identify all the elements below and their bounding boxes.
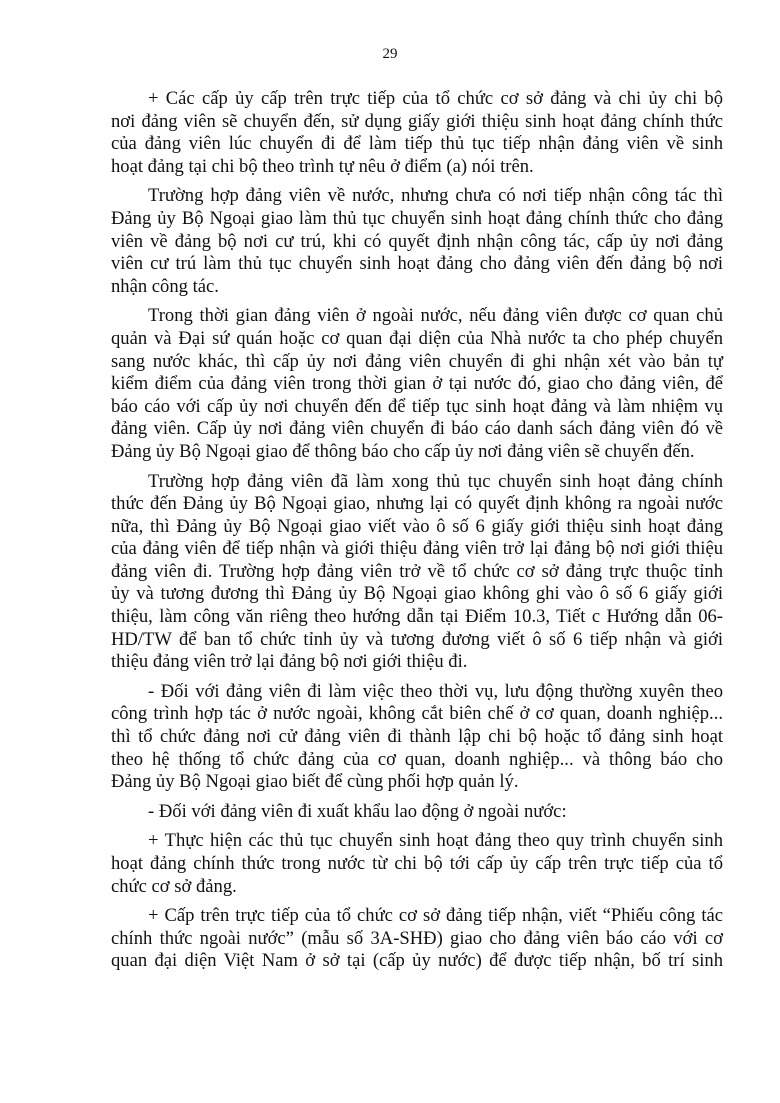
paragraph (111, 801, 723, 824)
text-line: Đảng ủy Bộ Ngoại giao làm thủ tục chuyển sinh hoạt đảng chính thức cho đảng (111, 207, 723, 229)
text-line: - Đối với đảng viên đi xuất khẩu lao động ở ngoài nước: (148, 800, 567, 822)
text-line: - Đối với đảng viên đi làm việc theo thời vụ, lưu động thường xuyên theo (148, 680, 723, 702)
text-line: quản và Đại sứ quán hoặc cơ quan đại diện của Nhà nước ta cho phép chuyển (111, 327, 723, 349)
text-line: quan đại diện Việt Nam ở sở tại (cấp ủy nước) để được tiếp nhận, bố trí sinh (111, 950, 723, 972)
text-line: sang nước khác, thì cấp ủy nơi đảng viên chuyển đi ghi nhận xét vào bản tự (111, 350, 723, 372)
text-line: + Cấp trên trực tiếp của tổ chức cơ sở đảng tiếp nhận, viết “Phiếu công tác (148, 905, 723, 927)
text-line: kiểm điểm của đảng viên trong thời gian ở tại nước đó, giao cho đảng viên, để (111, 373, 723, 395)
text-line: nữa, thì Đảng ủy Bộ Ngoại giao viết vào ô số 6 giấy giới thiệu sinh hoạt đảng (111, 515, 723, 537)
text-line: của đảng viên để tiếp nhận và giới thiệu đảng viên trở lại đảng bộ nơi giới thiệu (111, 538, 723, 560)
text-line: + Các cấp ủy cấp trên trực tiếp của tổ chức cơ sở đảng và chi ủy chi bộ (148, 88, 723, 109)
text-line: viên về đảng bộ nơi cư trú, khi có quyết định nhận công tác, cấp ủy nơi đảng (111, 230, 723, 252)
text-line: nơi đảng viên sẽ chuyển đến, sử dụng giấy giới thiệu sinh hoạt đảng chính thức (111, 110, 723, 132)
text-line: ủy và tương đương thì Đảng ủy Bộ Ngoại giao không ghi vào ô số 6 giấy giới (111, 583, 723, 605)
text-line: Đảng ủy Bộ Ngoại giao để thông báo cho cấp ủy nơi đảng viên sẽ chuyển đến. (111, 440, 695, 462)
text-line: chính thức ngoài nước” (mẫu số 3A-SHĐ) giao cho đảng viên báo cáo với cơ (111, 927, 723, 949)
text-line: HD/TW để ban tổ chức tỉnh ủy và tương đương viết ô số 6 tiếp nhận và giới (111, 628, 723, 650)
text-line: thiệu đảng viên trở lại đảng bộ nơi giới thiệu đi. (111, 651, 468, 673)
text-line: theo hệ thống tổ chức đảng của cơ quan, doanh nghiệp... và thông báo cho (111, 748, 723, 770)
document-body (111, 88, 723, 980)
paragraph (111, 830, 723, 898)
page-number: 29 (382, 46, 398, 62)
text-line: thức đến Đảng ủy Bộ Ngoại giao, nhưng lại có quyết định không ra ngoài nước (111, 493, 723, 515)
text-line: viên cư trú làm thủ tục chuyển sinh hoạt đảng cho đảng viên đến đảng bộ nơi (111, 253, 723, 275)
paragraph (111, 905, 723, 973)
text-line: hoạt đảng tại chi bộ theo trình tự nêu ở điểm (a) nói trên. (111, 155, 534, 177)
paragraph (111, 471, 723, 674)
paragraph (111, 185, 723, 298)
text-line: đảng viên đi. Trường hợp đảng viên trở về tổ chức cơ sở đảng trực thuộc tỉnh (111, 560, 723, 582)
text-line: báo cáo với cấp ủy nơi chuyển đến để tiếp tục sinh hoạt đảng và làm nhiệm vụ (111, 395, 723, 417)
paragraph (111, 681, 723, 794)
text-line: nhận công tác. (111, 275, 219, 297)
text-line: + Thực hiện các thủ tục chuyển sinh hoạt đảng theo quy trình chuyển sinh (148, 830, 723, 852)
text-line: đảng viên. Cấp ủy nơi đảng viên chuyển đi báo cáo danh sách đảng viên đó về (111, 418, 723, 440)
text-line: của đảng viên lúc chuyển đi để làm tiếp thủ tục tiếp nhận đảng viên về sinh (111, 133, 723, 155)
paragraph (111, 305, 723, 463)
text-line: Trường hợp đảng viên về nước, nhưng chưa có nơi tiếp nhận công tác thì (148, 185, 723, 207)
text-line: chức cơ sở đảng. (111, 875, 237, 897)
paragraph (111, 88, 723, 178)
text-line: Trong thời gian đảng viên ở ngoài nước, nếu đảng viên được cơ quan chủ (148, 305, 723, 327)
text-line: Trường hợp đảng viên đã làm xong thủ tục chuyển sinh hoạt đảng chính (148, 470, 723, 492)
text-line: Đảng ủy Bộ Ngoại giao biết để cùng phối hợp quản lý. (111, 771, 519, 793)
text-line: công trình hợp tác ở nước ngoài, không cắt biên chế ở cơ quan, doanh nghiệp... (111, 703, 723, 725)
text-line: thiệu, làm công văn riêng theo hướng dẫn tại Điểm 10.3, Tiết c Hướng dẫn 06- (111, 606, 723, 628)
text-line: thì tổ chức đảng nơi cử đảng viên đi thành lập chi bộ hoặc tổ đảng sinh hoạt (111, 726, 723, 748)
text-line: hoạt đảng chính thức trong nước từ chi bộ tới cấp ủy cấp trên trực tiếp của tổ (111, 853, 723, 874)
